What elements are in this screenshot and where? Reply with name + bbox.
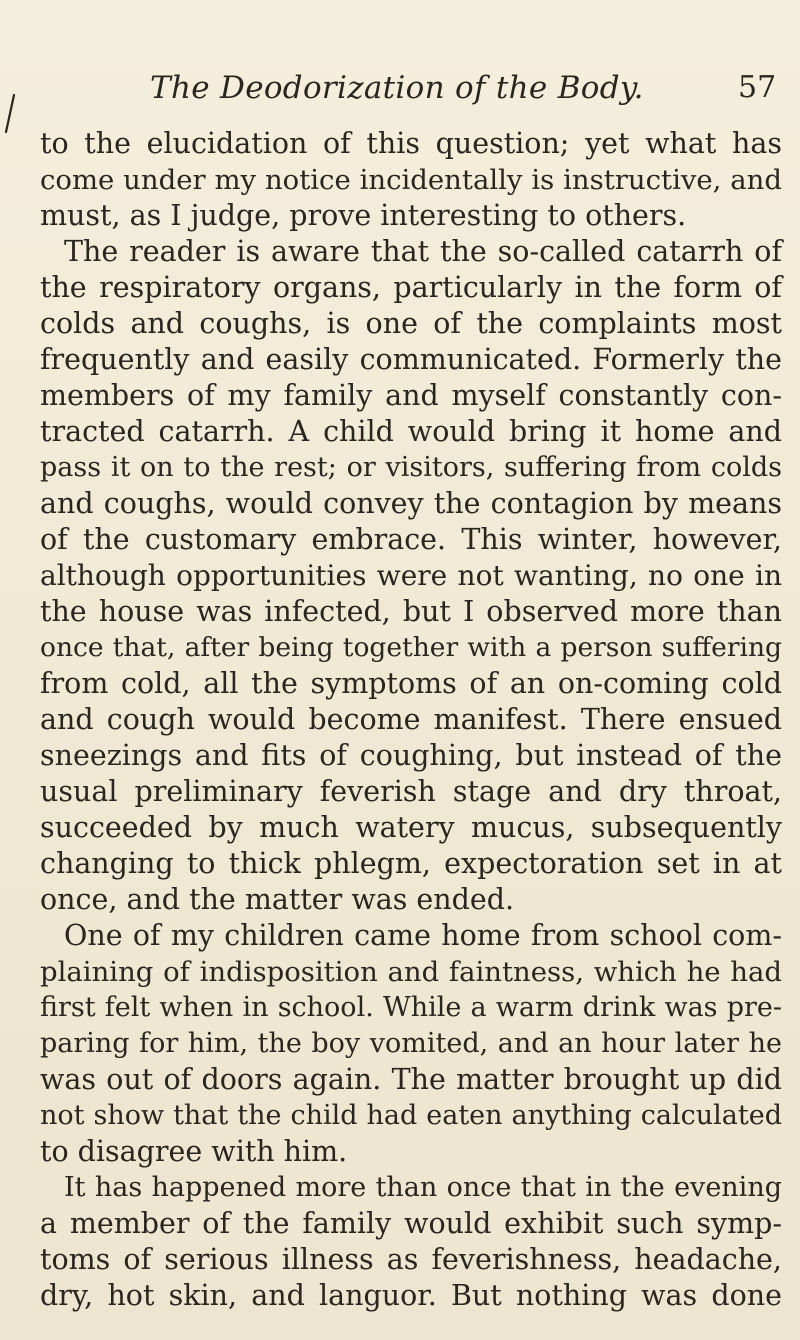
text-line: frequently and easily communicated. Formerly the — [40, 343, 782, 376]
text-line: although opportunities were not wanting, no one in — [40, 559, 782, 592]
text-line: colds and coughs, is one of the complaints most — [40, 307, 782, 340]
text-line: the respiratory organs, particularly in the form of — [40, 271, 782, 304]
text-line: once that, after being together with a person suffering — [40, 632, 782, 663]
text-line: first felt when in school. While a warm drink was pre- — [40, 992, 782, 1023]
text-line: once, and the matter was ended. — [40, 883, 515, 916]
page-number: 57 — [738, 70, 777, 105]
text-line: dry, hot skin, and languor. But nothing was done — [40, 1279, 782, 1312]
text-line: a member of the family would exhibit such symp- — [40, 1207, 782, 1240]
page-header — [0, 70, 800, 110]
text-line: and cough would become manifest. There ensued — [40, 703, 782, 736]
text-line: was out of doors again. The matter brought up did — [40, 1063, 782, 1096]
text-line: plaining of indisposition and faintness, which he had — [40, 956, 782, 988]
text-line: and coughs, would convey the contagion by means — [40, 487, 782, 520]
text-line: usual preliminary feverish stage and dry throat, — [40, 775, 782, 808]
text-line: come under my notice incidentally is instructive, and — [40, 164, 782, 196]
text-line: It has happened more than once that in the evening — [64, 1172, 782, 1203]
text-line: to disagree with him. — [40, 1135, 348, 1168]
text-line: members of my family and myself constantly con- — [40, 379, 782, 412]
text-line: of the customary embrace. This winter, however, — [40, 523, 782, 556]
text-line: pass it on to the rest; or visitors, suffering from colds — [40, 452, 782, 483]
text-line: sneezings and fits of coughing, but instead of the — [40, 739, 782, 772]
text-line: toms of serious illness as feverishness, headache, — [40, 1243, 782, 1276]
text-line: to the elucidation of this question; yet what has — [40, 127, 782, 160]
text-line: changing to thick phlegm, expectoration set in at — [40, 847, 782, 880]
text-line: must, as I judge, prove interesting to others. — [40, 199, 687, 232]
text-line: paring for him, the boy vomited, and an hour later he — [40, 1028, 782, 1059]
text-line: from cold, all the symptoms of an on-coming cold — [40, 667, 782, 700]
running-head: The Deodorization of the Body. — [150, 70, 644, 106]
text-line: One of my children came home from school com- — [64, 919, 782, 952]
text-line: tracted catarrh. A child would bring it home and — [40, 415, 782, 448]
text-line: the house was infected, but I observed more than — [40, 595, 782, 628]
text-line: succeeded by much watery mucus, subsequently — [40, 811, 782, 844]
text-line: not show that the child had eaten anything calculated — [40, 1100, 782, 1131]
text-line: The reader is aware that the so-called catarrh of — [64, 235, 782, 268]
